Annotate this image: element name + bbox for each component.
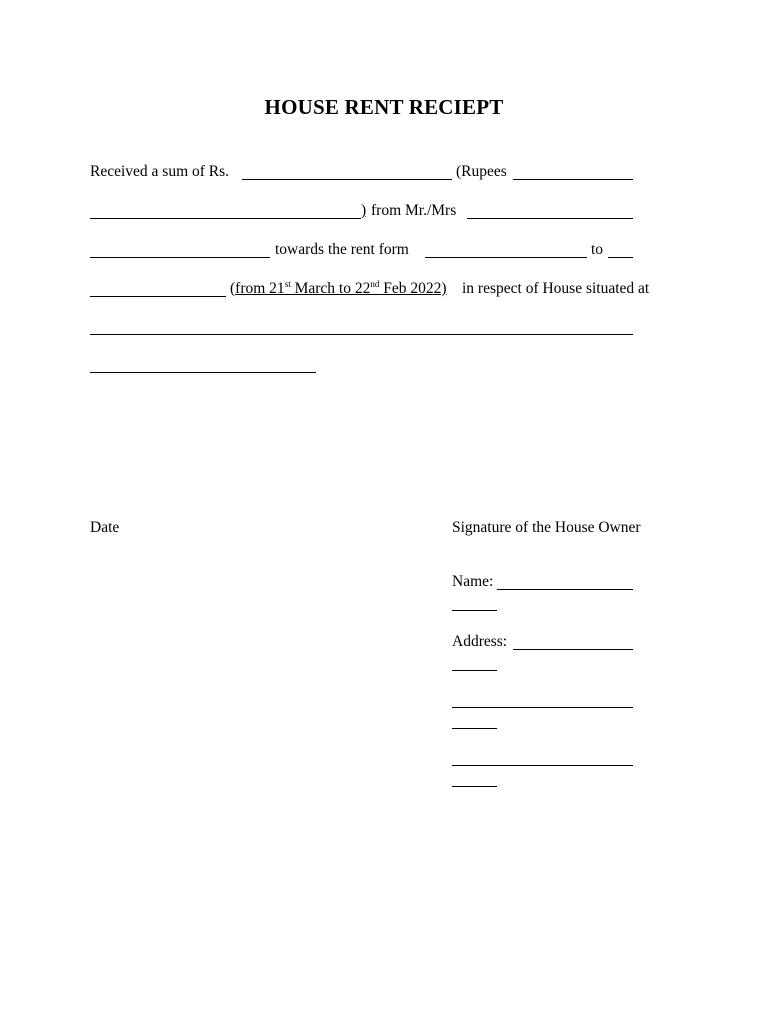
period-mid: March to 22 [290, 280, 371, 297]
period-text [230, 280, 447, 298]
owner-address-blank-2-continued [452, 728, 497, 729]
amount-blank [242, 179, 452, 180]
name-label: Name: [452, 573, 494, 590]
signature-label: Signature of the House Owner [452, 519, 641, 536]
date-label: Date [90, 519, 120, 536]
rupees-words-blank [513, 179, 633, 180]
period-from-suffix: st [284, 279, 291, 289]
from-label: from Mr./Mrs [371, 202, 457, 219]
period-mid-suffix: nd [370, 279, 380, 289]
owner-name-blank-continued [452, 610, 497, 611]
owner-address-blank-1-continued [452, 670, 497, 671]
open-paren: ( [230, 280, 236, 297]
tenant-name-blank [467, 218, 633, 219]
owner-address-blank-1 [513, 649, 633, 650]
close-paren: ) [361, 202, 367, 219]
rupees-words-blank-continued [90, 218, 361, 219]
rent-from-blank [425, 257, 587, 258]
owner-address-blank-3-continued [452, 786, 497, 787]
house-address-blank-1 [90, 334, 633, 335]
period-from: from 21 [235, 280, 285, 297]
page-title: HOUSE RENT RECIEPT [264, 95, 504, 119]
rent-to-blank [608, 257, 633, 258]
received-label: Received a sum of Rs. [90, 163, 230, 180]
rupees-label: (Rupees [456, 163, 507, 180]
to-label: to [591, 241, 604, 258]
period-end: Feb 2022) [379, 280, 447, 297]
tenant-name-blank-continued [90, 257, 270, 258]
address-label: Address: [452, 633, 508, 650]
rent-to-blank-continued [90, 296, 226, 297]
towards-label: towards the rent form [275, 241, 409, 258]
owner-name-blank [497, 589, 633, 590]
owner-address-blank-3 [452, 765, 633, 766]
in-respect-label: in respect of House situated at [462, 280, 650, 297]
period-underlined [235, 280, 446, 297]
owner-address-blank-2 [452, 707, 633, 708]
house-address-blank-2 [90, 372, 316, 373]
